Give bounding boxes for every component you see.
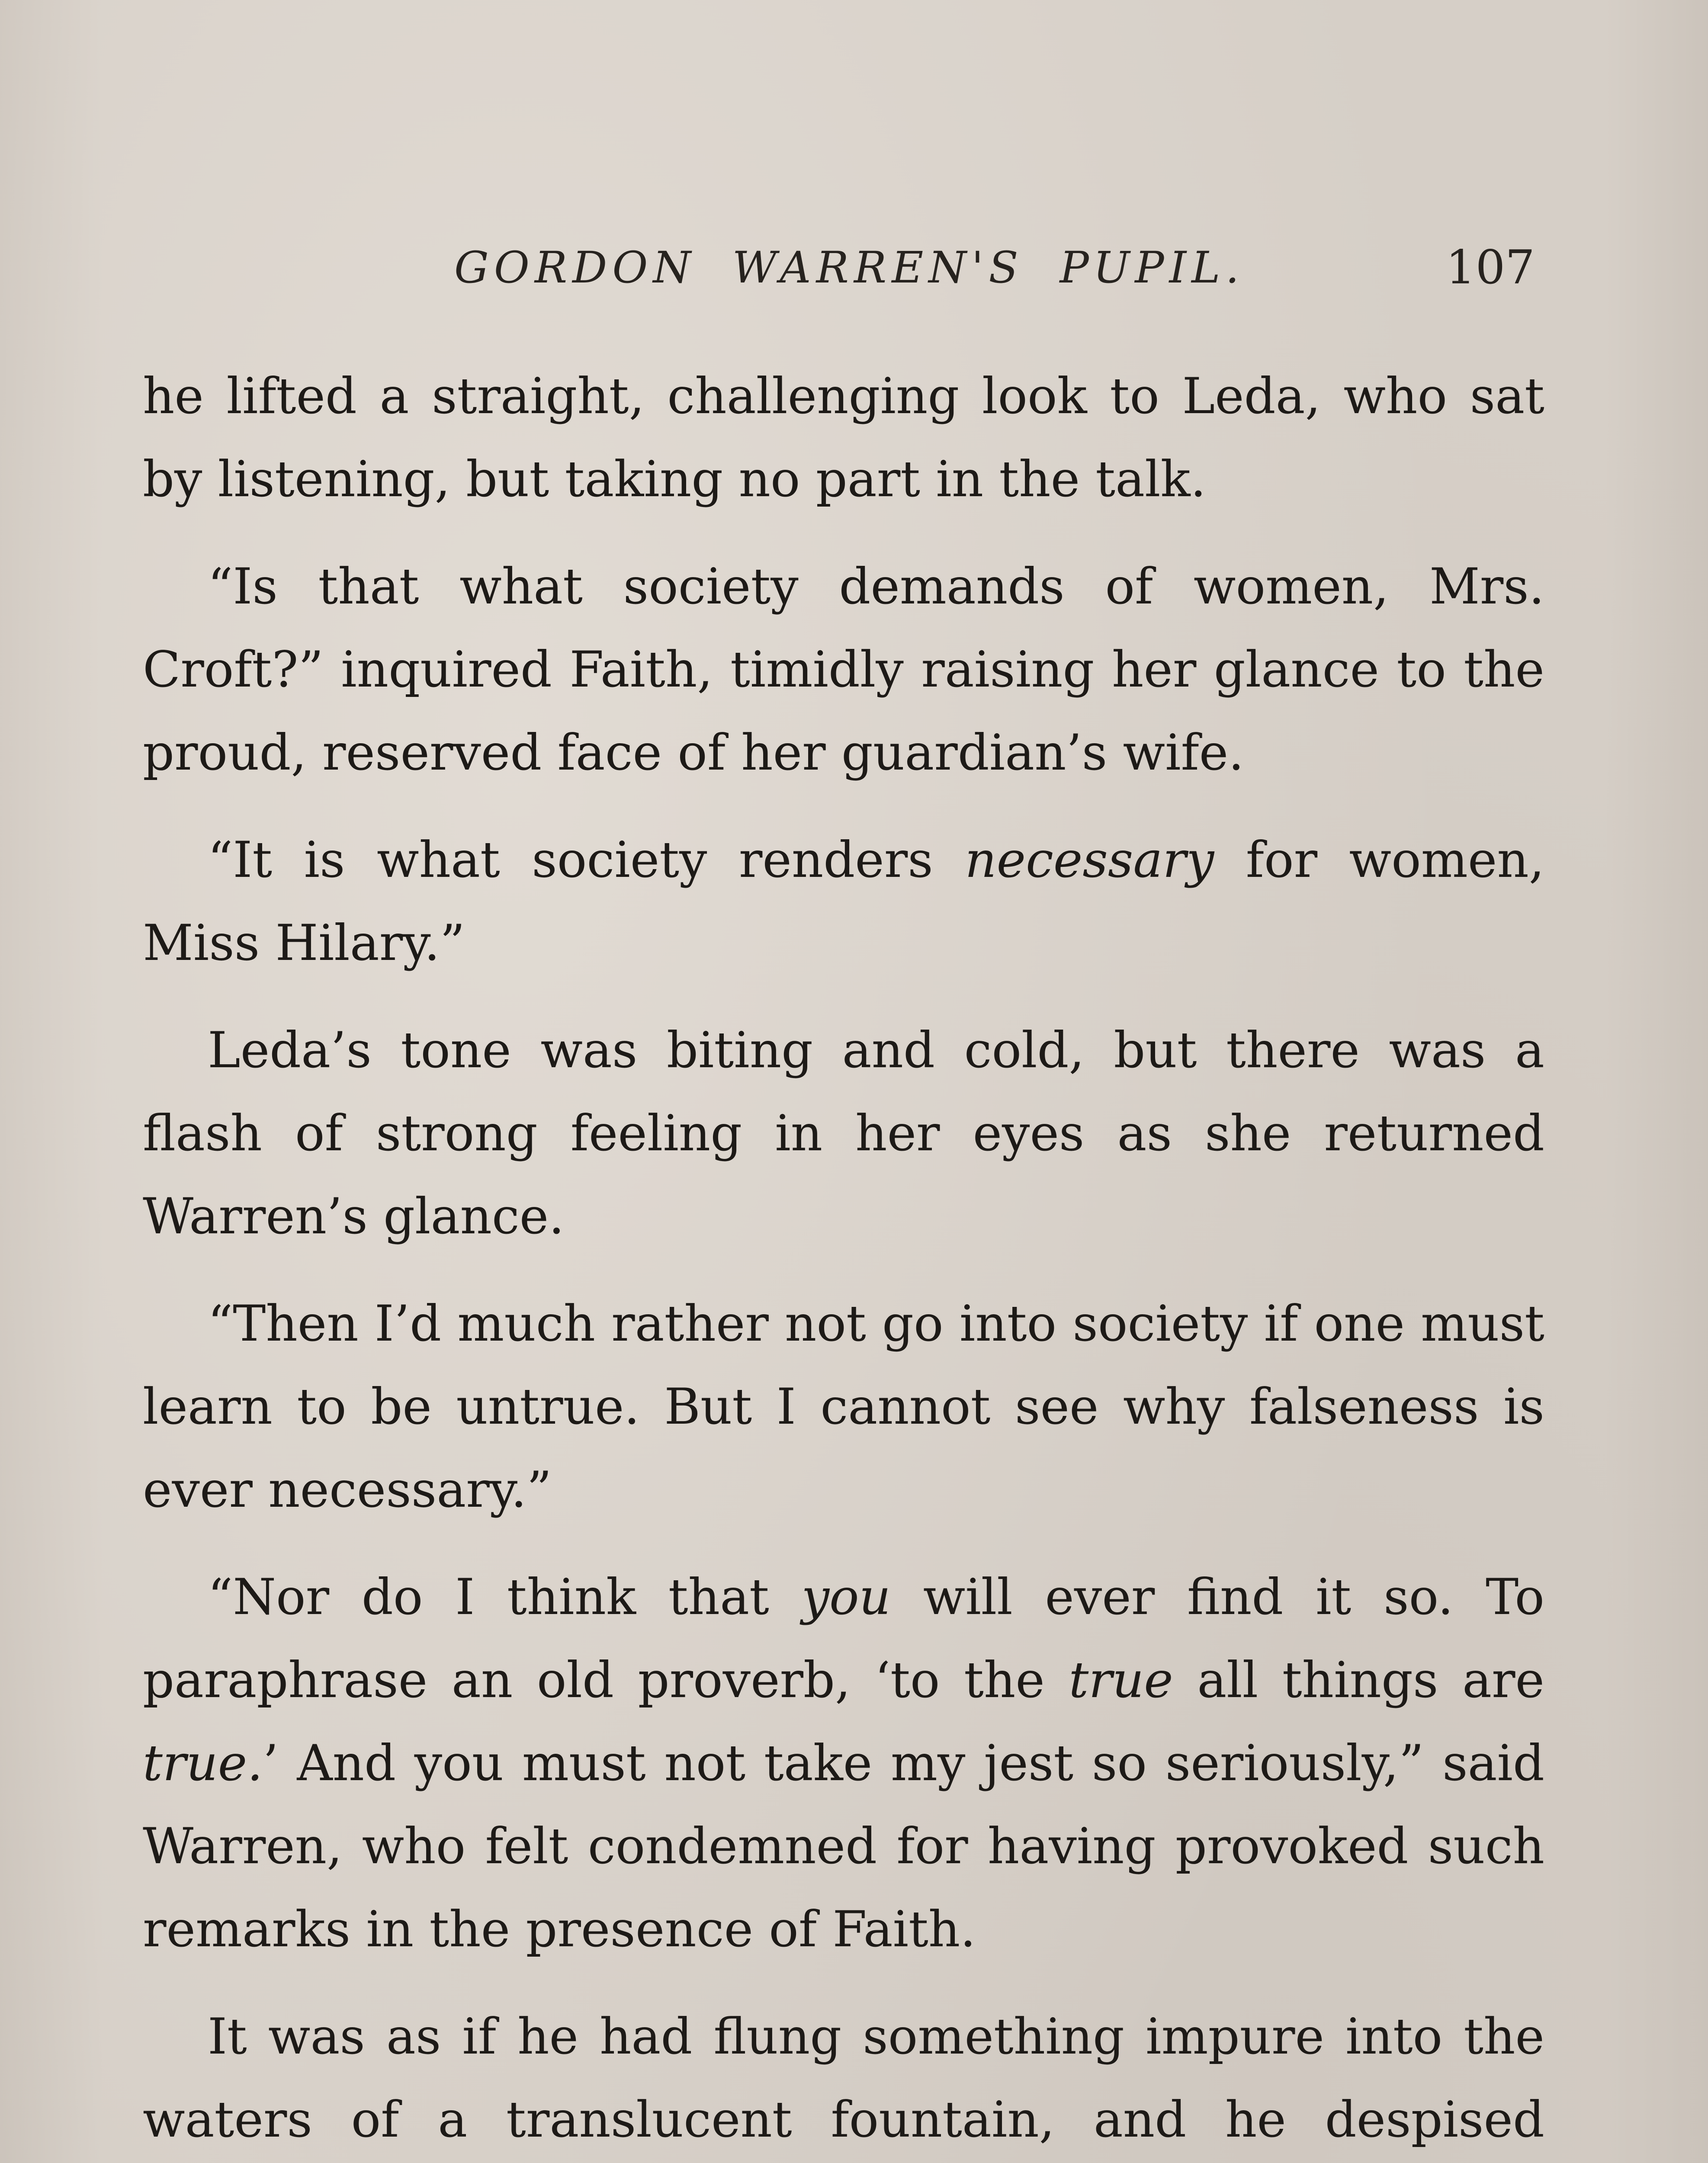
text-run: “Then I’d much rather not go into society if one must learn to be untrue. But I cannot see why falseness is ever necessary.” — [143, 1295, 1544, 1518]
paragraph — [143, 1009, 1544, 1258]
paragraph — [143, 818, 1544, 985]
paragraph — [143, 1282, 1544, 1531]
paragraph — [143, 545, 1544, 794]
page-number: 107 — [1445, 241, 1535, 295]
italic-run: necessary — [965, 831, 1214, 889]
text-run: he lifted a straight, challenging look to Leda, who sat by listening, but taking no part in the talk. — [143, 367, 1544, 508]
text-run: “Is that what society demands of women, Mrs. Croft?” inquired Faith, timidly raising her glance to the proud, reserved face of her guardian’s wife. — [143, 558, 1544, 781]
text-run: “Nor do I think that — [208, 1568, 802, 1626]
text-run: ’ And you must not take my jest so seriously,” said Warren, who felt condemned for having provoked such remarks in the presence of Faith. — [143, 1734, 1544, 1958]
text-run: Leda’s tone was biting and cold, but there was a flash of strong feeling in her eyes as she returned Warren’s glance. — [143, 1021, 1544, 1245]
text-run: “It is what society renders — [208, 831, 965, 889]
italic-run: true. — [143, 1734, 263, 1792]
text-run: will ever find it so. To paraphrase an old proverb, ‘to the — [143, 1568, 1544, 1709]
paragraph — [143, 1995, 1544, 2163]
paragraph — [143, 1556, 1544, 1971]
text-run: for women, Miss Hilary.” — [143, 831, 1544, 972]
text-run: all things are — [1173, 1651, 1545, 1709]
text-run: It was as if he had flung something impure into the waters of a translucent fountain, and he despised — [143, 2008, 1544, 2148]
running-head-title: GORDON WARREN'S PUPIL. — [454, 242, 1245, 293]
italic-run: true — [1069, 1651, 1173, 1709]
body-text — [143, 355, 1544, 2163]
paragraph — [143, 355, 1544, 521]
italic-run: you — [801, 1568, 891, 1626]
